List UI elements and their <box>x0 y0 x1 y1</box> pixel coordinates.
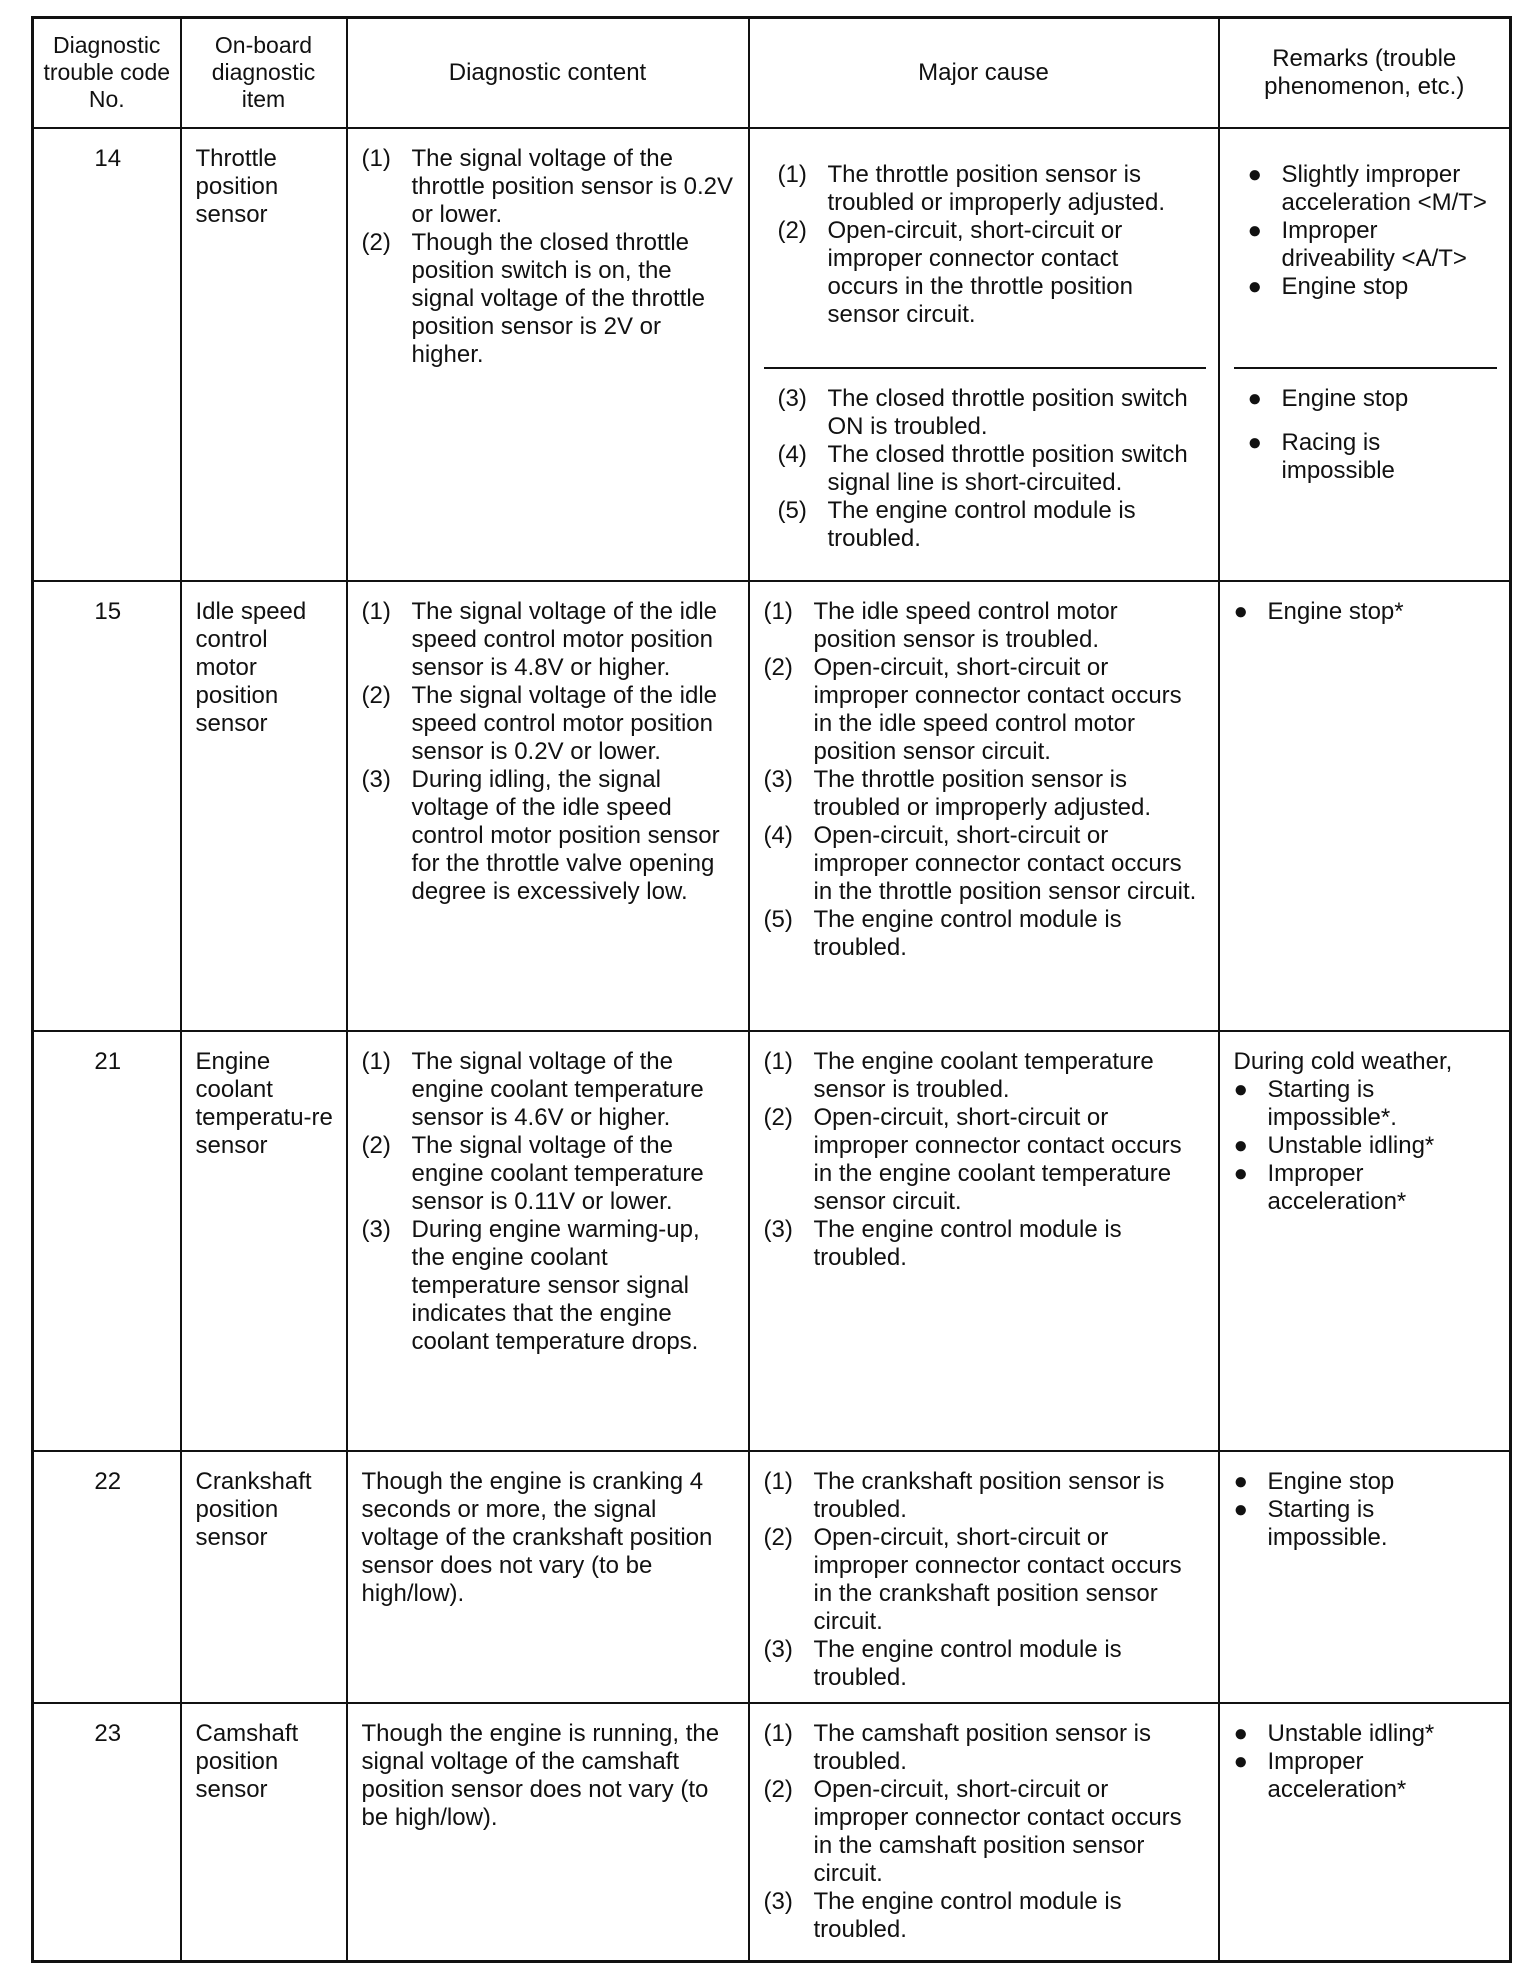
item-cell: Throttle position sensor <box>181 128 347 581</box>
remarks-cell <box>1219 1031 1511 1451</box>
content-cell <box>347 581 749 1031</box>
remark-item: ● Unstable idling* <box>1233 1719 1435 1747</box>
remark-item: ● Racing is impossible <box>1247 428 1395 484</box>
content-item: (2) The signal voltage of the idle speed control motor position sensor is 0.2V or lower. <box>361 681 718 765</box>
code-cell: 15 <box>33 581 181 1031</box>
remark-item: ● Improper driveability <A/T> <box>1247 216 1467 272</box>
item-cell: Engine coolant temperatu-re sensor <box>181 1031 347 1451</box>
cause-cell <box>749 581 1219 1031</box>
bullet-icon: ● <box>1233 1495 1248 1523</box>
cause-item: (2) Open-circuit, short-circuit or improper connector contact occurs in the camshaft position sensor circuit. <box>763 1775 1182 1887</box>
content-item: (3) During engine warming-up, the engine coolant temperature sensor signal indicates that the engine coolant temperature drops. <box>361 1215 700 1355</box>
remark-item: ● Engine stop <box>1247 384 1409 412</box>
cause-item: (2) Open-circuit, short-circuit or improper connector contact occurs in the idle speed control motor position sensor circuit. <box>763 653 1182 765</box>
code-cell: 22 <box>33 1451 181 1703</box>
content-item: (1) The signal voltage of the idle speed control motor position sensor is 4.8V or higher. <box>361 597 718 681</box>
remarks-intro: During cold weather, <box>1233 1047 1453 1075</box>
bullet-icon: ● <box>1247 216 1262 244</box>
cause-item: (1) The engine coolant temperature sensor is troubled. <box>763 1047 1154 1103</box>
content-cell: Though the engine is running, the signal voltage of the camshaft position sensor does not vary (to be high/low). <box>347 1703 749 1962</box>
remarks-cell <box>1219 1703 1511 1962</box>
item-cell: Idle speed control motor position sensor <box>181 581 347 1031</box>
remark-item: ● Improper acceleration* <box>1233 1159 1407 1215</box>
header-row <box>33 18 1511 128</box>
header-code: Diagnostic trouble code No. <box>33 18 181 128</box>
cause-cell <box>749 1031 1219 1451</box>
bullet-icon: ● <box>1233 1467 1248 1495</box>
cause-item: (1) The crankshaft position sensor is troubled. <box>763 1467 1165 1523</box>
cause-item: (1) The idle speed control motor position sensor is troubled. <box>763 597 1118 653</box>
item-cell: Camshaft position sensor <box>181 1703 347 1962</box>
header-item: On-board diagnostic item <box>181 18 347 128</box>
table-row <box>33 128 1511 581</box>
content-cell <box>347 1031 749 1451</box>
remark-item: ● Improper acceleration* <box>1233 1747 1407 1803</box>
cause-cell <box>749 1451 1219 1703</box>
remarks-group-a <box>1234 145 1498 369</box>
cause-item: (4) Open-circuit, short-circuit or improper connector contact occurs in the throttle position sensor circuit. <box>763 821 1197 905</box>
content-item: (1) The signal voltage of the throttle position sensor is 0.2V or lower. <box>361 144 734 228</box>
bullet-icon: ● <box>1247 272 1262 300</box>
table-row <box>33 1703 1511 1962</box>
bullet-icon: ● <box>1233 1131 1248 1159</box>
cause-item: (2) Open-circuit, short-circuit or improper connector contact occurs in the throttle position sensor circuit. <box>777 216 1133 328</box>
content-cell: Though the engine is cranking 4 seconds or more, the signal voltage of the crankshaft position sensor does not vary (to be high/low). <box>347 1451 749 1703</box>
remark-item: ● Engine stop <box>1233 1467 1395 1495</box>
content-item: (3) During idling, the signal voltage of the idle speed control motor position sensor for the throttle valve opening degree is excessively low. <box>361 765 720 905</box>
bullet-icon: ● <box>1233 1719 1248 1747</box>
cause-item: (3) The engine control module is troubled. <box>763 1215 1122 1271</box>
content-cell <box>347 128 749 581</box>
remark-item: ● Engine stop <box>1247 272 1409 300</box>
code-cell: 14 <box>33 128 181 581</box>
bullet-icon: ● <box>1233 1159 1248 1187</box>
remark-item: ● Unstable idling* <box>1233 1131 1435 1159</box>
content-item: (2) The signal voltage of the engine coolant temperature sensor is 0.11V or lower. <box>361 1131 704 1215</box>
diagnostic-trouble-code-table <box>31 16 1512 1963</box>
remark-item: ● Starting is impossible*. <box>1233 1075 1397 1131</box>
header-cause: Major cause <box>749 18 1219 128</box>
table-row <box>33 1031 1511 1451</box>
bullet-icon: ● <box>1233 1075 1248 1103</box>
bullet-icon: ● <box>1233 597 1248 625</box>
cause-item: (3) The engine control module is troubled. <box>763 1887 1122 1943</box>
content-list <box>362 145 736 369</box>
bullet-icon: ● <box>1247 384 1262 412</box>
cause-item: (3) The engine control module is troubled. <box>763 1635 1122 1691</box>
remark-item: ● Engine stop* <box>1233 597 1404 625</box>
content-item: (1) The signal voltage of the engine coolant temperature sensor is 4.6V or higher. <box>361 1047 704 1131</box>
remarks-cell <box>1219 128 1511 581</box>
header-content: Diagnostic content <box>347 18 749 128</box>
cause-item: (2) Open-circuit, short-circuit or improper connector contact occurs in the engine coolant temperature sensor circuit. <box>763 1103 1182 1215</box>
remarks-cell <box>1219 1451 1511 1703</box>
item-cell: Crankshaft position sensor <box>181 1451 347 1703</box>
cause-item: (5) The engine control module is troubled. <box>763 905 1122 961</box>
table-row <box>33 581 1511 1031</box>
code-cell: 23 <box>33 1703 181 1962</box>
bullet-icon: ● <box>1247 428 1262 456</box>
bullet-icon: ● <box>1247 160 1262 188</box>
remark-item: ● Slightly improper acceleration <M/T> <box>1247 160 1487 216</box>
bullet-icon: ● <box>1233 1747 1248 1775</box>
remarks-cell <box>1219 581 1511 1031</box>
code-cell: 21 <box>33 1031 181 1451</box>
table-row <box>33 1451 1511 1703</box>
cause-group-b <box>764 369 1206 561</box>
cause-cell <box>749 1703 1219 1962</box>
cause-item: (3) The throttle position sensor is troubled or improperly adjusted. <box>763 765 1152 821</box>
cause-cell <box>749 128 1219 581</box>
cause-item: (5) The engine control module is troubled. <box>777 496 1136 552</box>
cause-group-a <box>764 145 1206 369</box>
remark-item: ● Starting is impossible. <box>1233 1495 1388 1551</box>
header-remarks: Remarks (trouble phenomenon, etc.) <box>1219 18 1511 128</box>
cause-item: (3) The closed throttle position switch ON is troubled. <box>777 384 1188 440</box>
cause-item: (1) The camshaft position sensor is troubled. <box>763 1719 1151 1775</box>
cause-item: (4) The closed throttle position switch signal line is short-circuited. <box>777 440 1188 496</box>
cause-item: (1) The throttle position sensor is troubled or improperly adjusted. <box>777 160 1166 216</box>
cause-item: (2) Open-circuit, short-circuit or improper connector contact occurs in the crankshaft position sensor circuit. <box>763 1523 1182 1635</box>
content-item: (2) Though the closed throttle position switch is on, the signal voltage of the throttle position sensor is 2V or higher. <box>361 228 706 368</box>
remarks-group-b <box>1234 369 1498 493</box>
